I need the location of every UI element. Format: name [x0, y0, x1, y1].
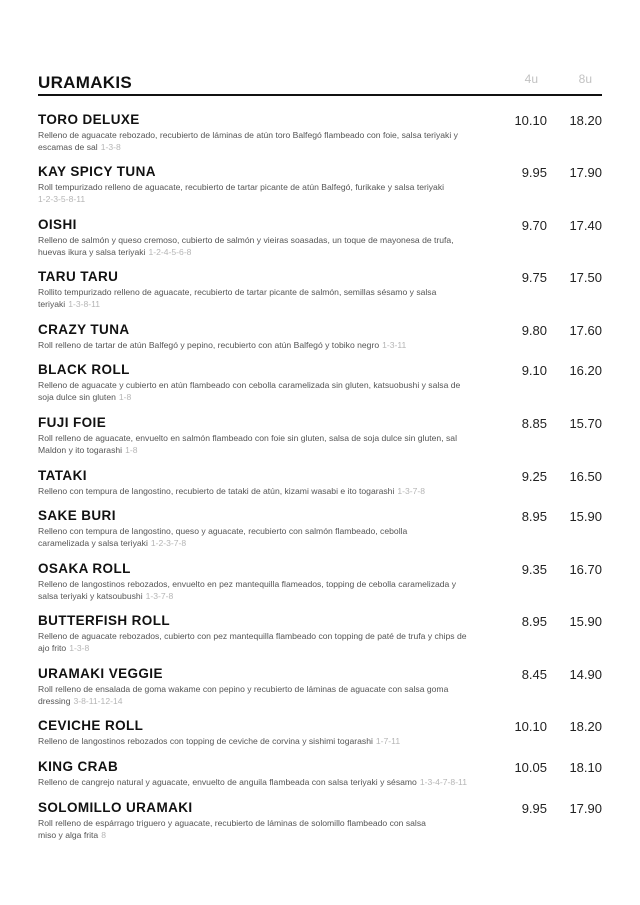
allergen-codes: 1-3-8 [100, 142, 121, 152]
item-description-text: Relleno con tempura de langostino, queso y aguacate, recubierto con salmón flambeado, cebolla caramelizada y salsa teriyaki [38, 526, 408, 548]
item-description-text: Roll relleno de espárrago triguero y aguacate, recubierto de láminas de solomillo flambeado con salsa miso y alga frita [38, 818, 426, 840]
price-8u: 17.50 [569, 270, 602, 285]
price-4u: 8.45 [521, 667, 547, 682]
allergen-codes: 1-8 [118, 392, 132, 402]
menu-item [38, 322, 602, 351]
item-description [38, 578, 478, 602]
item-name: OISHI [38, 217, 77, 232]
item-description [38, 181, 478, 205]
item-description [38, 432, 478, 456]
menu-item [38, 112, 602, 153]
price-8u: 16.20 [569, 363, 602, 378]
price-4u: 9.95 [521, 165, 547, 180]
price-8u: 16.70 [569, 562, 602, 577]
price-4u: 10.05 [514, 760, 547, 775]
item-description [38, 776, 498, 788]
price-8u: 18.20 [569, 719, 602, 734]
allergen-codes: 1-3-7-8 [397, 486, 426, 496]
item-name: CEVICHE ROLL [38, 718, 144, 733]
item-description [38, 339, 478, 351]
menu-page [38, 72, 602, 840]
item-description-text: Roll relleno de tartar de atún Balfegó y pepino, recubierto con atún Balfegó y tobiko negro [38, 340, 380, 350]
item-description-text: Relleno con tempura de langostino, recubierto de tataki de atún, kizami wasabi e ito togarashi [38, 486, 395, 496]
item-name: SOLOMILLO URAMAKI [38, 800, 193, 815]
item-description-text: Relleno de aguacate rebozados, cubierto con pez mantequilla flambeado con topping de paté de trufa y chips de ajo frito [38, 631, 467, 653]
price-8u: 16.50 [569, 469, 602, 484]
item-name: CRAZY TUNA [38, 322, 130, 337]
price-4u: 8.95 [521, 614, 547, 629]
menu-item [38, 217, 602, 258]
item-description-text: Rollito tempurizado relleno de aguacate, recubierto de tartar picante de salmón, semillas sésamo y salsa teriyaki [38, 287, 437, 309]
allergen-codes: 1-2-3-5-8-11 [38, 194, 86, 204]
price-8u: 17.60 [569, 323, 602, 338]
price-4u: 10.10 [514, 113, 547, 128]
price-4u: 9.10 [521, 363, 547, 378]
section-title: URAMAKIS [38, 73, 133, 92]
price-4u: 9.75 [521, 270, 547, 285]
menu-item [38, 468, 602, 497]
allergen-codes: 1-3-8-11 [68, 299, 101, 309]
item-name: TORO DELUXE [38, 112, 140, 127]
allergen-codes: 1-7-11 [375, 736, 401, 746]
menu-item [38, 269, 602, 310]
item-name: URAMAKI VEGGIE [38, 666, 163, 681]
item-name: TATAKI [38, 468, 87, 483]
item-name: SAKE BURI [38, 508, 116, 523]
item-description [38, 525, 438, 549]
menu-item [38, 800, 602, 841]
allergen-codes: 1-3-4-7-8-11 [419, 777, 467, 787]
price-8u: 17.40 [569, 218, 602, 233]
price-4u: 9.35 [521, 562, 547, 577]
menu-item [38, 561, 602, 602]
item-description [38, 485, 478, 497]
item-name: FUJI FOIE [38, 415, 107, 430]
item-description-text: Roll relleno de aguacate, envuelto en salmón flambeado con foie sin gluten, salsa de soja dulce sin gluten, sal Maldon y ito togarashi [38, 433, 457, 455]
menu-item [38, 718, 602, 747]
item-description-text: Relleno de langostinos rebozados, envuelto en pez mantequilla flameados, topping de cebolla caramelizada y salsa teriyaki y katsoubushi [38, 579, 457, 601]
price-4u: 9.70 [521, 218, 547, 233]
price-8u: 14.90 [569, 667, 602, 682]
item-name: BLACK ROLL [38, 362, 130, 377]
price-4u: 9.95 [521, 801, 547, 816]
item-description [38, 286, 438, 310]
item-name: KING CRAB [38, 759, 119, 774]
menu-item [38, 164, 602, 205]
item-description [38, 735, 478, 747]
item-description [38, 683, 458, 707]
item-description [38, 817, 438, 841]
price-4u: 8.85 [521, 416, 547, 431]
menu-item [38, 666, 602, 707]
item-description [38, 234, 478, 258]
price-8u: 18.10 [569, 760, 602, 775]
allergen-codes: 8 [101, 830, 106, 840]
menu-item [38, 362, 602, 403]
column-header-4u: 4u [524, 72, 538, 86]
allergen-codes: 1-3-11 [382, 340, 407, 350]
price-4u: 8.95 [521, 509, 547, 524]
menu-item [38, 415, 602, 456]
item-name: TARU TARU [38, 269, 119, 284]
item-description-text: Roll relleno de ensalada de goma wakame con pepino y recubierto de láminas de aguacate con salsa goma dressing [38, 684, 449, 706]
column-header-8u: 8u [578, 72, 592, 86]
item-description [38, 630, 478, 654]
item-description-text: Relleno de langostinos rebozados con topping de ceviche de corvina y sishimi togarashi [38, 736, 373, 746]
price-4u: 10.10 [514, 719, 547, 734]
item-description [38, 379, 478, 403]
menu-item [38, 508, 602, 549]
allergen-codes: 1-3-8 [69, 643, 90, 653]
allergen-codes: 1-2-4-5-6-8 [148, 247, 192, 257]
menu-item [38, 759, 602, 788]
price-8u: 15.70 [569, 416, 602, 431]
item-description-text: Relleno de aguacate rebozado, recubierto de láminas de atún toro Balfegó flambeado con foie, salsa teriyaki y escamas de sal [38, 130, 458, 152]
price-8u: 17.90 [569, 801, 602, 816]
allergen-codes: 1-2-3-7-8 [150, 538, 187, 548]
item-name: BUTTERFISH ROLL [38, 613, 170, 628]
price-8u: 17.90 [569, 165, 602, 180]
price-8u: 15.90 [569, 614, 602, 629]
price-4u: 9.25 [521, 469, 547, 484]
item-description-text: Relleno de aguacate y cubierto en atún flambeado con cebolla caramelizada sin gluten, katsuobushi y salsa de soja dulce sin gluten [38, 380, 461, 402]
price-8u: 18.20 [569, 113, 602, 128]
price-4u: 9.80 [521, 323, 547, 338]
menu-item [38, 613, 602, 654]
item-description [38, 129, 478, 153]
item-name: OSAKA ROLL [38, 561, 131, 576]
item-description-text: Relleno de cangrejo natural y aguacate, envuelto de anguila flambeada con salsa teriyaki y sésamo [38, 777, 417, 787]
allergen-codes: 1-3-7-8 [145, 591, 174, 601]
allergen-codes: 3-8-11-12-14 [73, 696, 123, 706]
item-description-text: Roll tempurizado relleno de aguacate, recubierto de tartar picante de atún Balfegó, furikake y salsa teriyaki [38, 182, 445, 192]
item-description-text: Relleno de salmón y queso cremoso, cubierto de salmón y vieiras soasadas, un toque de mayonesa de trufa, huevas ikura y salsa teriyaki [38, 235, 454, 257]
price-8u: 15.90 [569, 509, 602, 524]
allergen-codes: 1-8 [125, 445, 138, 455]
section-header [38, 72, 602, 96]
item-name: KAY SPICY TUNA [38, 164, 156, 179]
